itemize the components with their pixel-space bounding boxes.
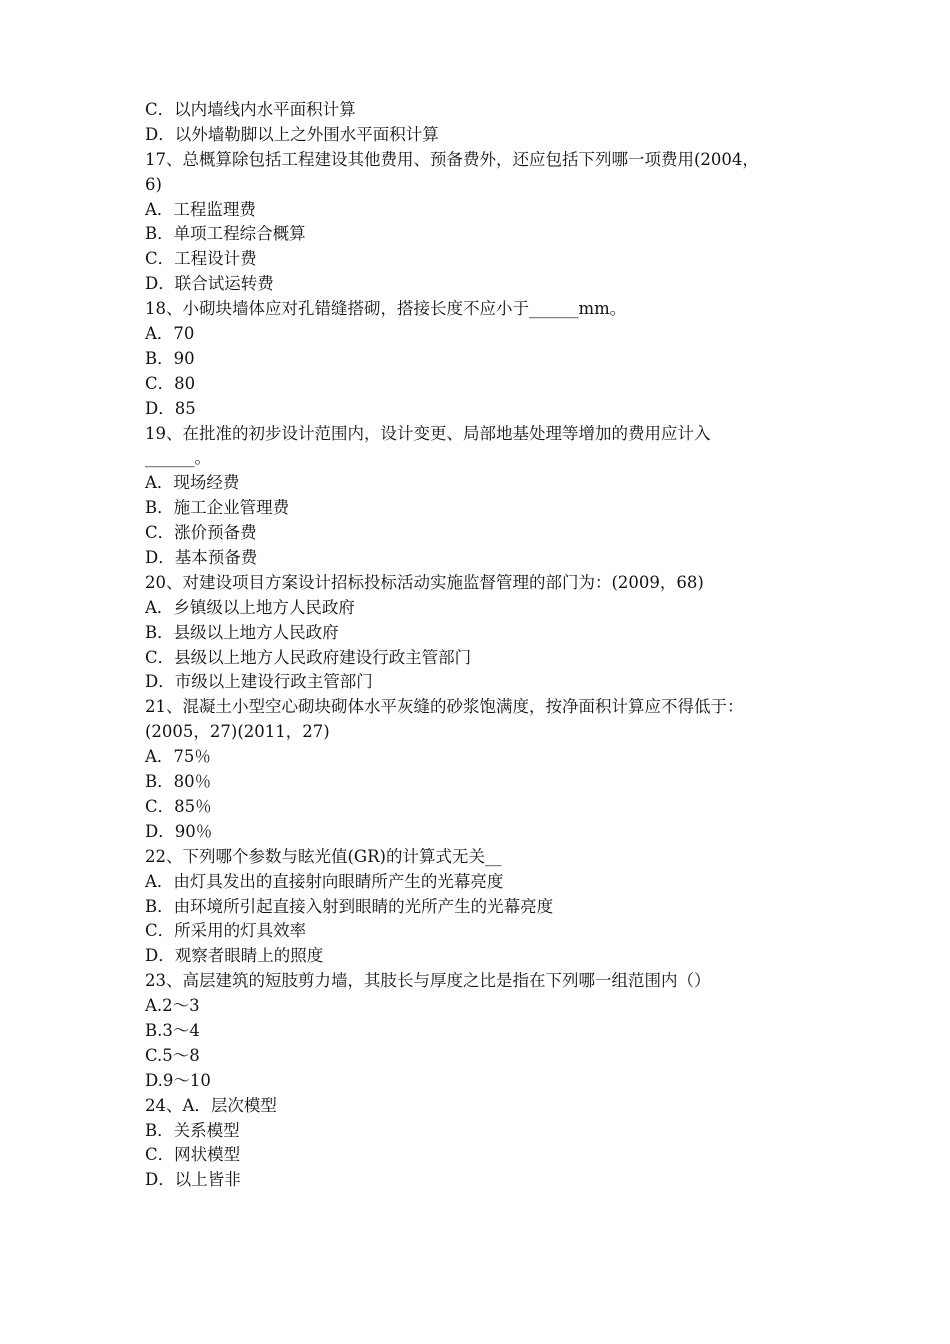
question-22: 22、下列哪个参数与眩光值(GR)的计算式无关__ (145, 846, 502, 866)
option-d-q22: D．观察者眼睛上的照度 (145, 946, 324, 966)
option-a-q20: A．乡镇级以上地方人民政府 (145, 597, 355, 617)
option-c-q24: C．网状模型 (145, 1145, 241, 1165)
option-b-q20: B．县级以上地方人民政府 (145, 622, 339, 642)
question-17: 17、总概算除包括工程建设其他费用、预备费外，还应包括下列哪一项费用(2004， (145, 149, 759, 169)
option-c-q19: C．涨价预备费 (145, 523, 257, 543)
question-24-option-a: 24、A．层次模型 (145, 1095, 277, 1115)
option-a-q18: A．70 (145, 324, 195, 344)
option-c-q22: C．所采用的灯具效率 (145, 921, 307, 941)
option-c-q23: C.5～8 (145, 1045, 200, 1065)
option-b-q19: B．施工企业管理费 (145, 498, 290, 518)
question-text-block (145, 98, 815, 1193)
option-b-q21: B．80％ (145, 772, 212, 792)
option-d-q16: D．以外墙勒脚以上之外围水平面积计算 (145, 124, 439, 144)
option-c-q18: C．80 (145, 373, 196, 393)
option-d-q24: D．以上皆非 (145, 1170, 241, 1190)
option-d-q20: D．市级以上建设行政主管部门 (145, 672, 373, 692)
option-b-q17: B．单项工程综合概算 (145, 224, 306, 244)
option-c-q21: C．85％ (145, 796, 212, 816)
option-b-q23: B.3～4 (145, 1020, 200, 1040)
option-d-q18: D．85 (145, 398, 196, 418)
option-d-q23: D.9～10 (145, 1070, 211, 1090)
option-b-q18: B．90 (145, 348, 195, 368)
option-a-q22: A．由灯具发出的直接射向眼睛所产生的光幕亮度 (145, 871, 504, 891)
question-19: 19、在批准的初步设计范围内，设计变更、局部地基处理等增加的费用应计入 (145, 423, 711, 443)
option-c-q16: C．以内墙线内水平面积计算 (145, 100, 356, 119)
question-17-continued: 6) (145, 174, 162, 194)
option-a-q19: A．现场经费 (145, 473, 240, 493)
question-23: 23、高层建筑的短肢剪力墙，其肢长与厚度之比是指在下列哪一组范围内（） (145, 971, 711, 991)
option-d-q17: D．联合试运转费 (145, 274, 274, 294)
option-a-q23: A.2～3 (145, 996, 200, 1016)
option-a-q17: A．工程监理费 (145, 199, 256, 219)
option-a-q21: A．75％ (145, 747, 211, 767)
question-21-continued: (2005，27)(2011，27) (145, 722, 330, 742)
option-d-q21: D．90％ (145, 821, 213, 841)
option-d-q19: D．基本预备费 (145, 548, 258, 568)
option-c-q17: C．工程设计费 (145, 249, 257, 269)
option-b-q24: B．关系模型 (145, 1120, 240, 1140)
question-18: 18、小砌块墙体应对孔错缝搭砌，搭接长度不应小于______mm。 (145, 299, 627, 319)
question-21: 21、混凝土小型空心砌块砌体水平灰缝的砂浆饱满度，按净面积计算应不得低于： (145, 697, 744, 717)
question-20: 20、对建设项目方案设计招标投标活动实施监督管理的部门为：(2009，68) (145, 572, 704, 592)
option-b-q22: B．由环境所引起直接入射到眼睛的光所产生的光幕亮度 (145, 896, 554, 916)
question-19-continued: ______。 (145, 448, 211, 468)
option-c-q20: C．县级以上地方人民政府建设行政主管部门 (145, 647, 472, 667)
